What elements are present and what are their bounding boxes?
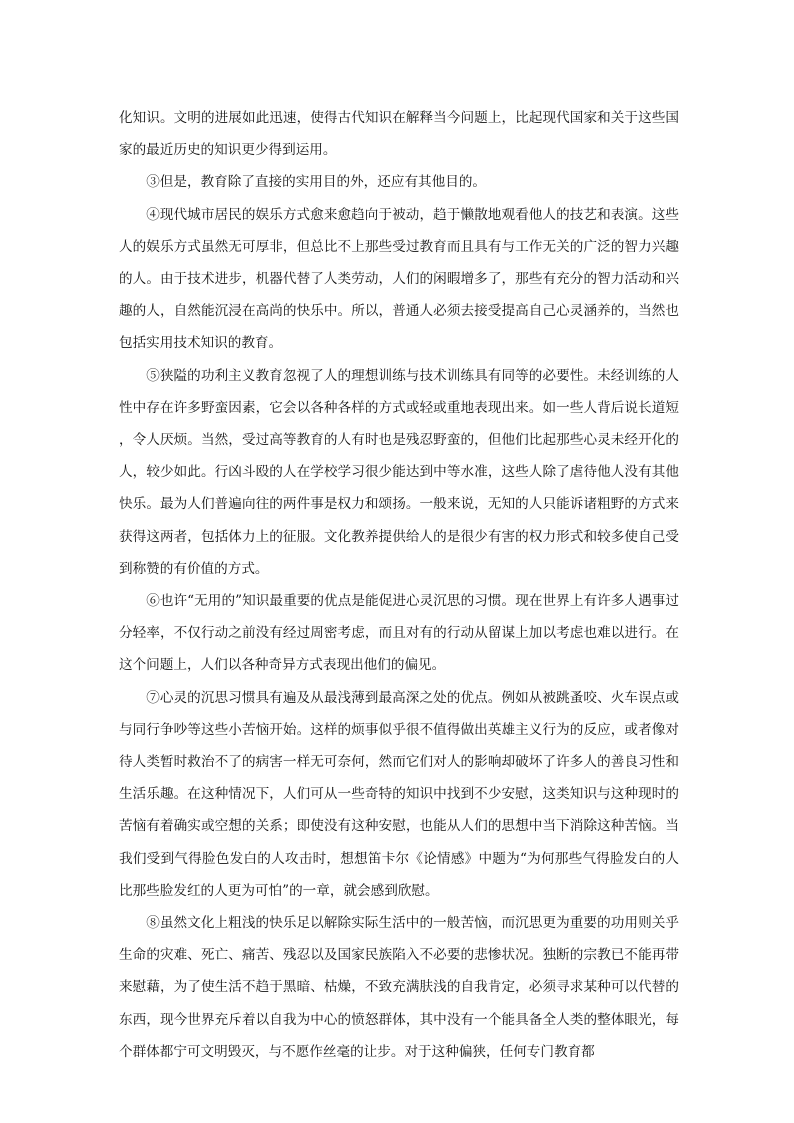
paragraph-6: ⑥也许“无用的”知识最重要的优点是能促进心灵沉思的习惯。现在世界上有许多人遇事过分轻率，不仅行动之前没有经过周密考虑，而且对有的行动从留谋上加以考虑也难以进行。在这个问题上，人们以各种奇异方式表现出他们的偏见。 <box>119 593 679 674</box>
paragraph-4: ④现代城市居民的娱乐方式愈来愈趋向于被动，趋于懒散地观看他人的技艺和表演。这些人的娱乐方式虽然无可厚非，但总比不上那些受过教育而且具有与工作无关的广泛的智力兴趣的人。由于技术进步，机器代替了人类劳动，人们的闲暇增多了，那些有充分的智力活动和兴趣的人，自然能沉浸在高尚的快乐中。所以，普通人必须去接受提高自己心灵涵养的，当然也包括实用技术知识的教育。 <box>119 206 679 352</box>
paragraph-8: ⑧虽然文化上粗浅的快乐足以解除实际生活中的一般苦恼，而沉思更为重要的功用则关乎生命的灾难、死亡、痛苦、残忍以及国家民族陷入不必要的悲惨状况。独断的宗教已不能再带来慰藉，为了使生活不趋于黑暗、枯燥，不致充满肤浅的自我肯定，必须寻求某种可以代替的东西，现今世界充斥着以自我为中心的愤怒群体，其中没有一个能具备全人类的整体眼光，每个群体都宁可文明毁灭，与不愿作丝毫的让步。对于这种偏狭，任何专门教育都 <box>119 915 679 1060</box>
paragraph-3: ③但是，教育除了直接的实用目的外，还应有其他目的。 <box>146 174 487 191</box>
paragraph-7: ⑦心灵的沉思习惯具有遍及从最浅薄到最高深之处的优点。例如从被跳蚤咬、火车误点或与同行争吵等这些小苦恼开始。这样的烦事似乎很不值得做出英雄主义行为的反应，或者像对待人类暂时救治不了的病害一样无可奈何，然而它们对人的影响却破坏了许多人的善良习性和生活乐趣。在这种情况下，人们可从一些奇特的知识中找到不少安慰，这类知识与这种现时的苦恼有着确实或空想的关系；即使没有这种安慰，也能从人们的思想中当下消除这种苦恼。当我们受到气得脸色发白的人攻击时，想想笛卡尔《论情感》中题为“为何那些气得脸发白的人比那些脸发红的人更为可怕”的一章，就会感到欣慰。 <box>119 689 679 899</box>
document-page <box>119 102 679 1068</box>
paragraph-5: ⑤狭隘的功利主义教育忽视了人的理想训练与技术训练具有同等的必要性。未经训练的人性中存在许多野蛮因素，它会以各种各样的方式或轻或重地表现出来。如一些人背后说长道短，令人厌烦。当然，受过高等教育的人有时也是残忍野蛮的，但他们比起那些心灵未经开化的人，较少如此。行凶斗殴的人在学校学习很少能达到中等水准，这些人除了虐待他人没有其他快乐。最为人们普遍向往的两件事是权力和颂扬。一般来说，无知的人只能诉诸粗野的方式来获得这两者，包括体力上的征服。文化教养提供给人的是很少有害的权力形式和较多使自己受到称赞的有价值的方式。 <box>119 367 679 577</box>
paragraph-continuation: 化知识。文明的进展如此迅速，使得古代知识在解释当今问题上，比起现代国家和关于这些国家的最近历史的知识更少得到运用。 <box>119 110 679 159</box>
